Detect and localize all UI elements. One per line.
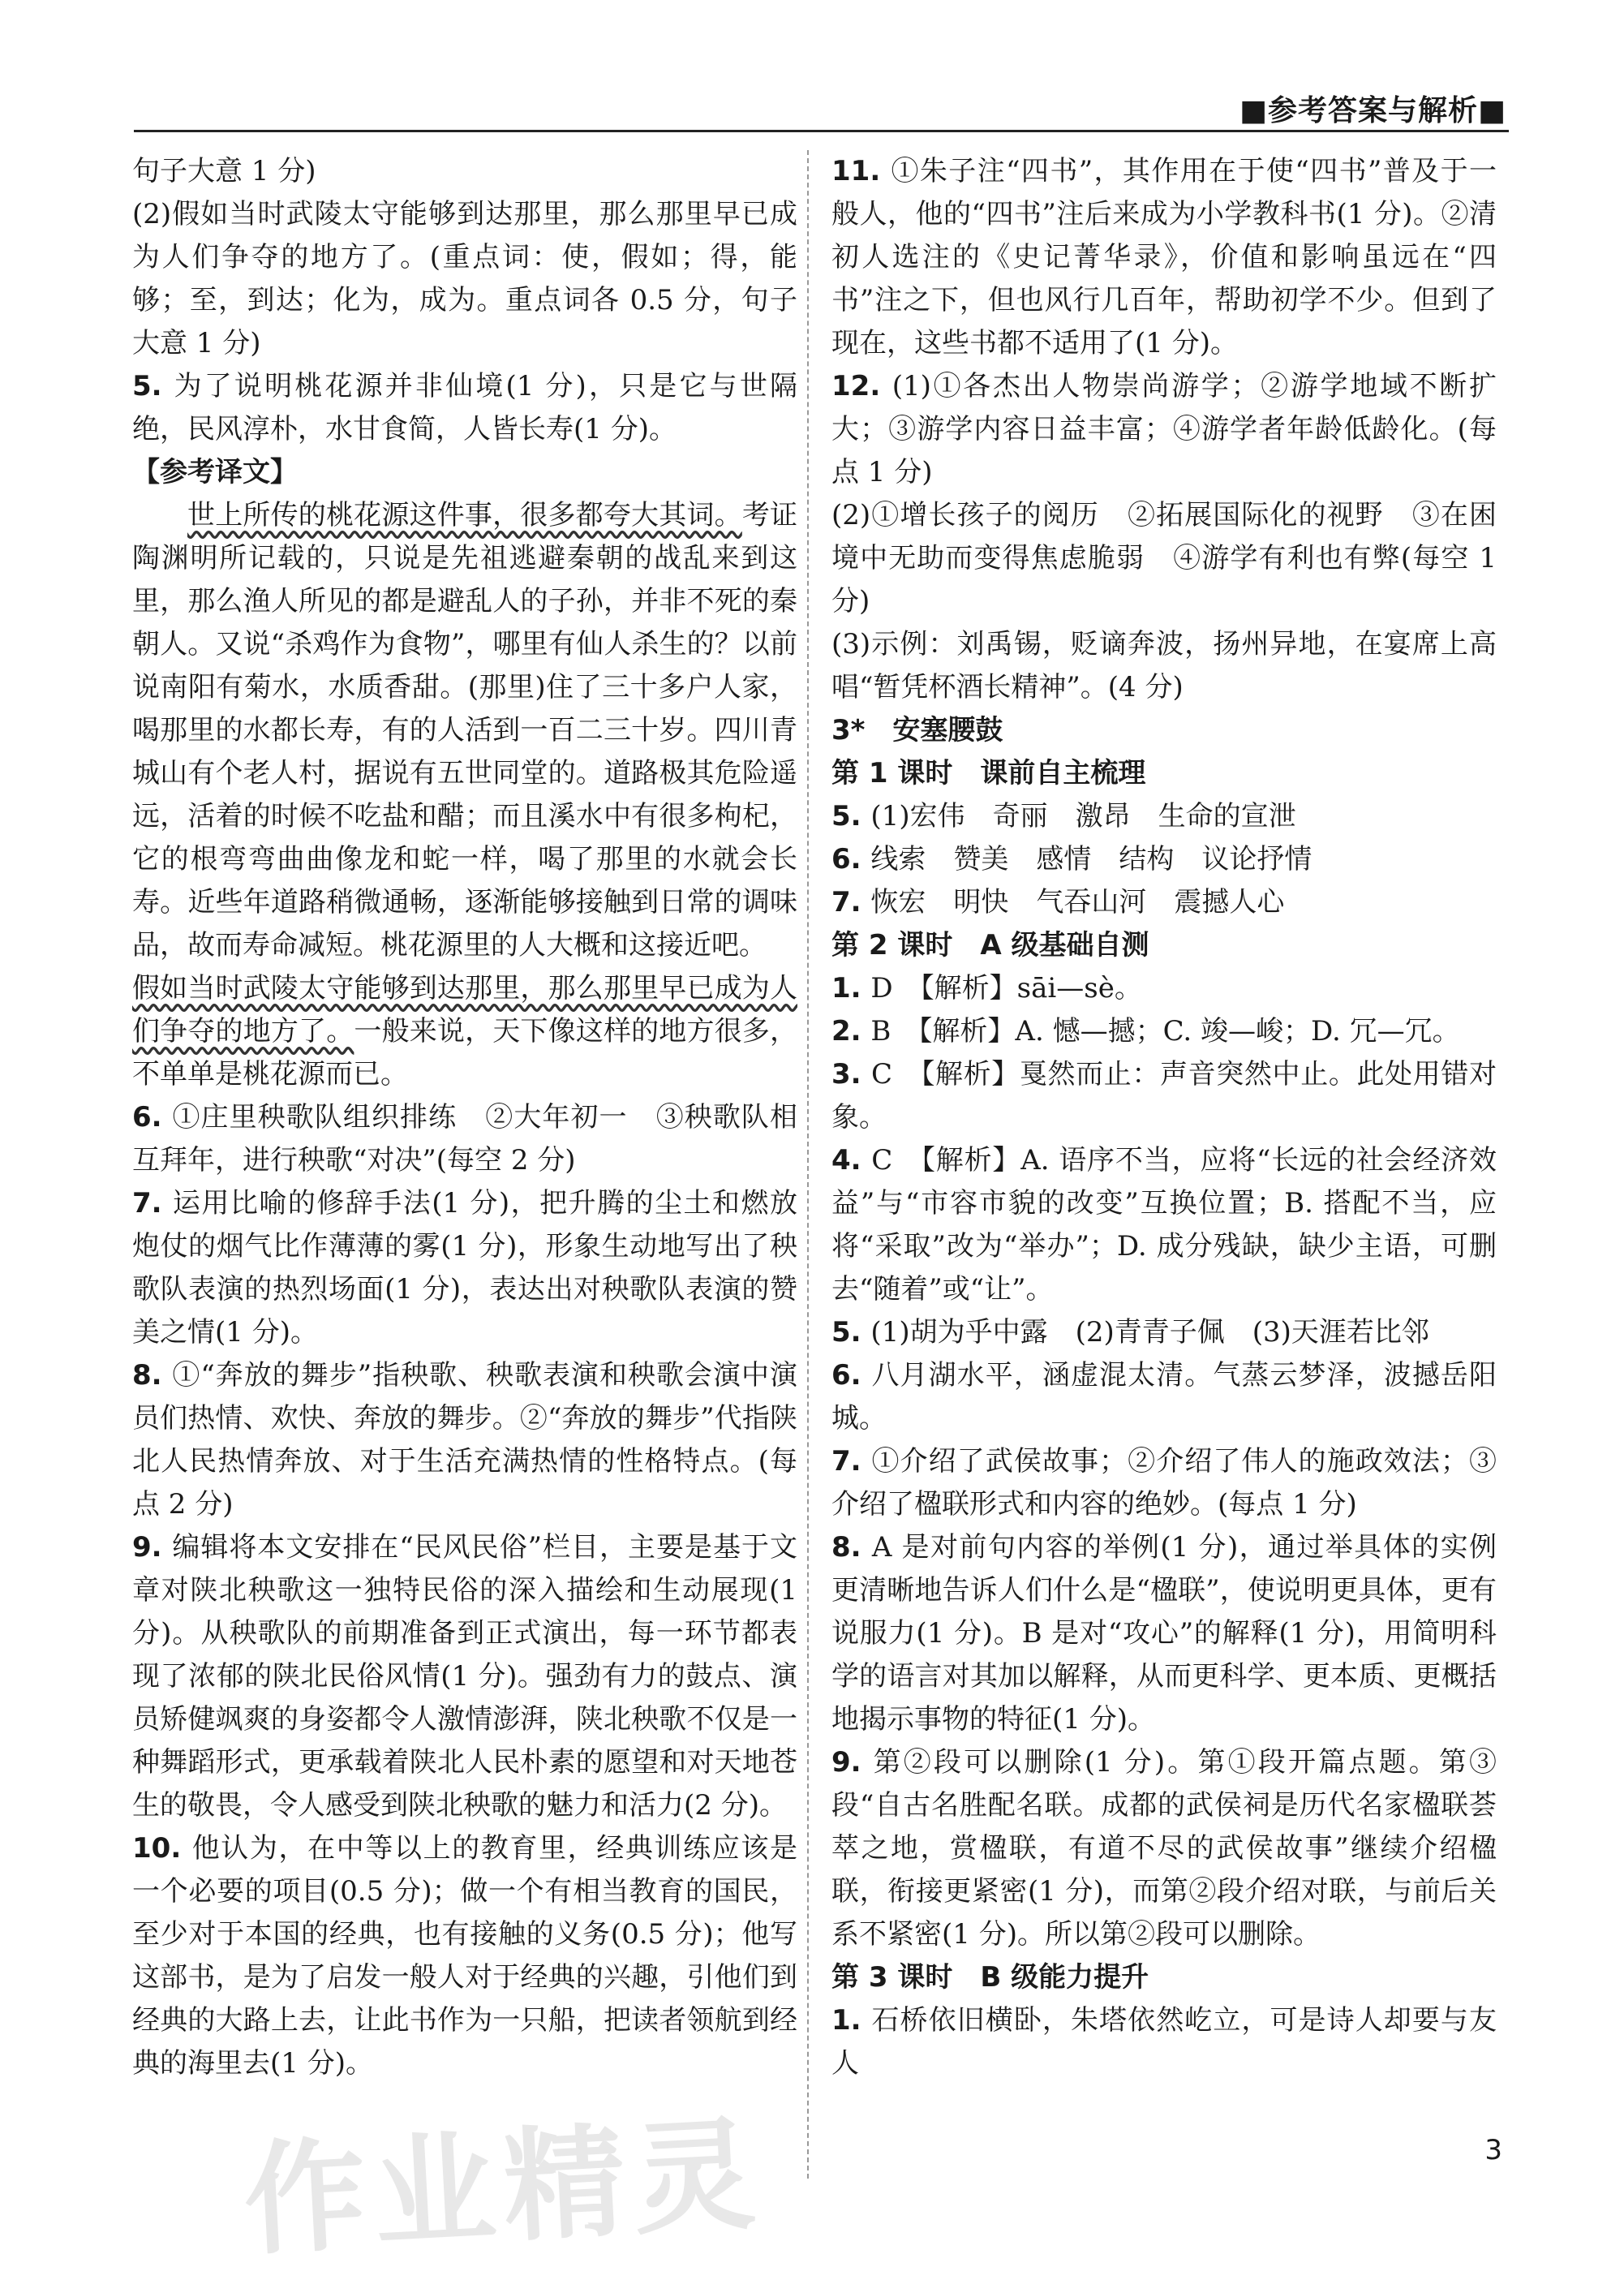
answer-text: (1)①各杰出人物崇尚游学；②游学地域不断扩大；③游学内容日益丰富；④游学者年龄低龄化。(每点 1 分) [831,370,1497,488]
answer-paragraph [831,1053,1497,1139]
right-column [831,150,1497,2085]
answer-paragraph [132,1354,797,1526]
answer-text: 八月湖水平，涵虚混太清。气蒸云梦泽，波撼岳阳城。 [831,1359,1497,1435]
answer-paragraph [831,1526,1497,1741]
answer-text: 他认为，在中等以上的教育里，经典训练应该是一个必要的项目(0.5 分)；做一个有相当教育的国民，至少对于本国的经典，也有接触的义务(0.5 分)；他写这部书，是为了启发一般人对于经典的兴趣，引他们到经典的大路上去，让此书作为一只船，把读者领航到经典的海里去(1 分)。 [132,1832,797,2080]
answer-text: 假如当时武陵太守能够到达那里，那么那里早已成为人们争夺的地方了。 [132,972,797,1048]
answer-text: (2)①增长孩子的阅历 ②拓展国际化的视野 ③在困境中无助而变得焦虑脆弱 ④游学有利也有弊(每空 1 分) [831,499,1497,617]
answer-paragraph [831,881,1497,924]
question-number: 6. [831,843,871,875]
answer-text: 一般来说，天下像这样的地方很多，不单单是桃花源而已。 [132,1015,797,1091]
question-number: 10. [132,1832,192,1865]
answer-paragraph [831,838,1497,881]
answer-paragraph [831,1311,1497,1354]
answer-text: C 【解析】戛然而止：声音突然中止。此处用错对象。 [831,1058,1497,1134]
answer-paragraph [831,1999,1497,2085]
answer-paragraph [831,1440,1497,1526]
question-number: 8. [831,1531,872,1564]
section-heading: 第 3 课时 B 级能力提升 [831,1961,1149,1994]
answer-text: 第②段可以删除(1 分)。第①段开篇点题。第③段“自古名胜配名联。成都的武侯祠是历代名家楹联荟萃之地，赏楹联，有道不尽的武侯故事”继续介绍楹联，衔接更紧密(1 分)，而第②段介绍对联，与前后关系不紧密(1 分)。所以第②段可以删除。 [831,1746,1497,1951]
question-number: 6. [132,1101,173,1134]
answer-paragraph [831,967,1497,1010]
answer-paragraph [831,1139,1497,1311]
answer-paragraph [132,494,797,967]
section-heading: 3* 安塞腰鼓 [831,714,1003,746]
answer-paragraph [831,494,1497,623]
left-column [132,150,797,2085]
answer-text: 恢宏 明快 气吞山河 震撼人心 [870,886,1285,918]
answer-paragraph [132,193,797,365]
question-number: 9. [831,1746,874,1779]
question-number: 3. [831,1058,872,1091]
answer-text: 编辑将本文安排在“民风民俗”栏目，主要是基于文章对陕北秧歌这一独特民俗的深入描绘和生动展现(1 分)。从秧歌队的前期准备到正式演出，每一环节都表现了浓郁的陕北民俗风情(1 分)。强劲有力的鼓点、演员矫健飒爽的身姿都令人激情澎湃，陕北秧歌不仅是一种舞蹈形式，更承载着陕北人民朴素的愿望和对天地苍生的敬畏，令人感受到陕北秧歌的魅力和活力(2 分)。 [132,1531,797,1822]
answer-text: B 【解析】A. 憾—撼；C. 竣—峻；D. 冗—冗。 [870,1015,1460,1048]
answer-text: (1)胡为乎中露 (2)青青子佩 (3)天涯若比邻 [870,1316,1429,1349]
answer-paragraph [831,623,1497,709]
answer-text: (3)示例：刘禹锡，贬谪奔波，扬州异地，在宴席上高唱“暂凭杯酒长精神”。(4 分) [831,628,1497,703]
answer-text: ①“奔放的舞步”指秧歌、秧歌表演和秧歌会演中演员们热情、欢快、奔放的舞步。②“奔放的舞步”代指陕北人民热情奔放、对于生活充满热情的性格特点。(每点 2 分) [132,1359,797,1521]
answer-text: 运用比喻的修辞手法(1 分)，把升腾的尘土和燃放炮仗的烟气比作薄薄的雾(1 分)，形象生动地写出了秧歌队表演的热烈场面(1 分)，表达出对秧歌队表演的赞美之情(1 分)。 [132,1187,798,1349]
page-number: 3 [1484,2134,1502,2166]
section-label: 【参考译文】 [132,456,298,488]
answer-paragraph [132,1526,797,1827]
section-heading: 第 2 课时 A 级基础自测 [831,929,1149,961]
question-number: 1. [831,972,871,1004]
question-number: 2. [831,1015,871,1048]
question-number: 11. [831,155,891,187]
header-rule [134,130,1509,132]
question-number: 7. [831,1445,872,1478]
answer-paragraph [831,365,1497,494]
answer-text: 考证陶渊明所记载的，只说是先祖逃避秦朝的战乱来到这里，那么渔人所见的都是避乱人的子孙，并非不死的秦朝人。又说“杀鸡作为食物”，哪里有仙人杀生的？以前说南阳有菊水，水质香甜。(那里)住了三十多户人家，喝那里的水都长寿，有的人活到一百二三十岁。四川青城山有个老人村，据说有五世同堂的。道路极其危险遥远，活着的时候不吃盐和醋；而且溪水中有很多枸杞，它的根弯弯曲曲像龙和蛇一样，喝了那里的水就会长寿。近些年道路稍微通畅，逐渐能够接触到日常的调味品，故而寿命减短。桃花源里的人大概和这接近吧。 [132,499,798,961]
section-heading: 第 1 课时 课前自主梳理 [831,757,1146,789]
question-number: 9. [132,1531,173,1564]
question-number: 5. [132,370,174,402]
watermark: 作业精灵 [240,2104,767,2273]
answer-paragraph [831,150,1497,365]
answer-text: A 是对前句内容的举例(1 分)，通过举具体的实例更清晰地告诉人们什么是“楹联”，使说明更具体，更有说服力(1 分)。B 是对“攻心”的解释(1 分)，用简明科学的语言对其加以解释，从而更科学、更本质、更概括地揭示事物的特征(1 分)。 [831,1531,1497,1736]
answer-text: 句子大意 1 分) [132,155,316,187]
answer-paragraph [132,150,797,193]
header-title: ■参考答案与解析■ [1239,94,1506,127]
answer-paragraph [831,1354,1497,1440]
answer-paragraph [831,1741,1497,1956]
answer-paragraph [132,365,797,451]
answer-paragraph [831,1010,1497,1053]
answer-paragraph [132,1182,797,1354]
question-number: 4. [831,1144,872,1177]
answer-text: C 【解析】A. 语序不当，应将“长远的社会经济效益”与“市容市貌的改变”互换位置；B. 搭配不当，应将“采取”改为“举办”；D. 成分残缺，缺少主语，可删去“随着”或“让”。 [831,1144,1497,1306]
answer-text: ①介绍了武侯故事；②介绍了伟人的施政效法；③介绍了楹联形式和内容的绝妙。(每点 1 分) [831,1445,1497,1521]
answer-text: D 【解析】sāi—sè。 [870,972,1142,1004]
answer-text: (1)宏伟 奇丽 激昂 生命的宣泄 [870,800,1296,832]
question-number: 5. [831,800,871,832]
answer-paragraph [132,1827,797,2085]
question-number: 1. [831,2004,872,2037]
answer-text: 石桥依旧横卧，朱塔依然屹立，可是诗人却要与友人 [831,2004,1497,2080]
question-number: 8. [132,1359,173,1392]
column-divider [807,150,809,2179]
question-number: 6. [831,1359,872,1392]
answer-paragraph [132,967,797,1096]
question-number: 5. [831,1316,871,1349]
answer-text: 线索 赞美 感情 结构 议论抒情 [870,843,1313,875]
answer-text: (2)假如当时武陵太守能够到达那里，那么那里早已成为人们争夺的地方了。(重点词：使，假如；得，能够；至，到达；化为，成为。重点词各 0.5 分，句子大意 1 分) [132,198,797,359]
answer-text: ①庄里秧歌队组织排练 ②大年初一 ③秧歌队相互拜年，进行秧歌“对决”(每空 2 分) [132,1101,797,1177]
answer-text: ①朱子注“四书”，其作用在于使“四书”普及于一般人，他的“四书”注后来成为小学教科书(1 分)。②清初人选注的《史记菁华录》，价值和影响虽远在“四书”注之下，但也风行几百年，帮助初学不少。但到了现在，这些书都不适用了(1 分)。 [831,155,1497,359]
answer-text: 世上所传的桃花源这件事，很多都夸大其词。 [187,499,742,531]
answer-paragraph [132,1096,797,1182]
answer-text: 为了说明桃花源并非仙境(1 分)，只是它与世隔绝，民风淳朴，水甘食简，人皆长寿(1 分)。 [132,370,797,445]
question-number: 12. [831,370,892,402]
question-number: 7. [132,1187,173,1220]
question-number: 7. [831,886,871,918]
answer-paragraph [831,795,1497,838]
